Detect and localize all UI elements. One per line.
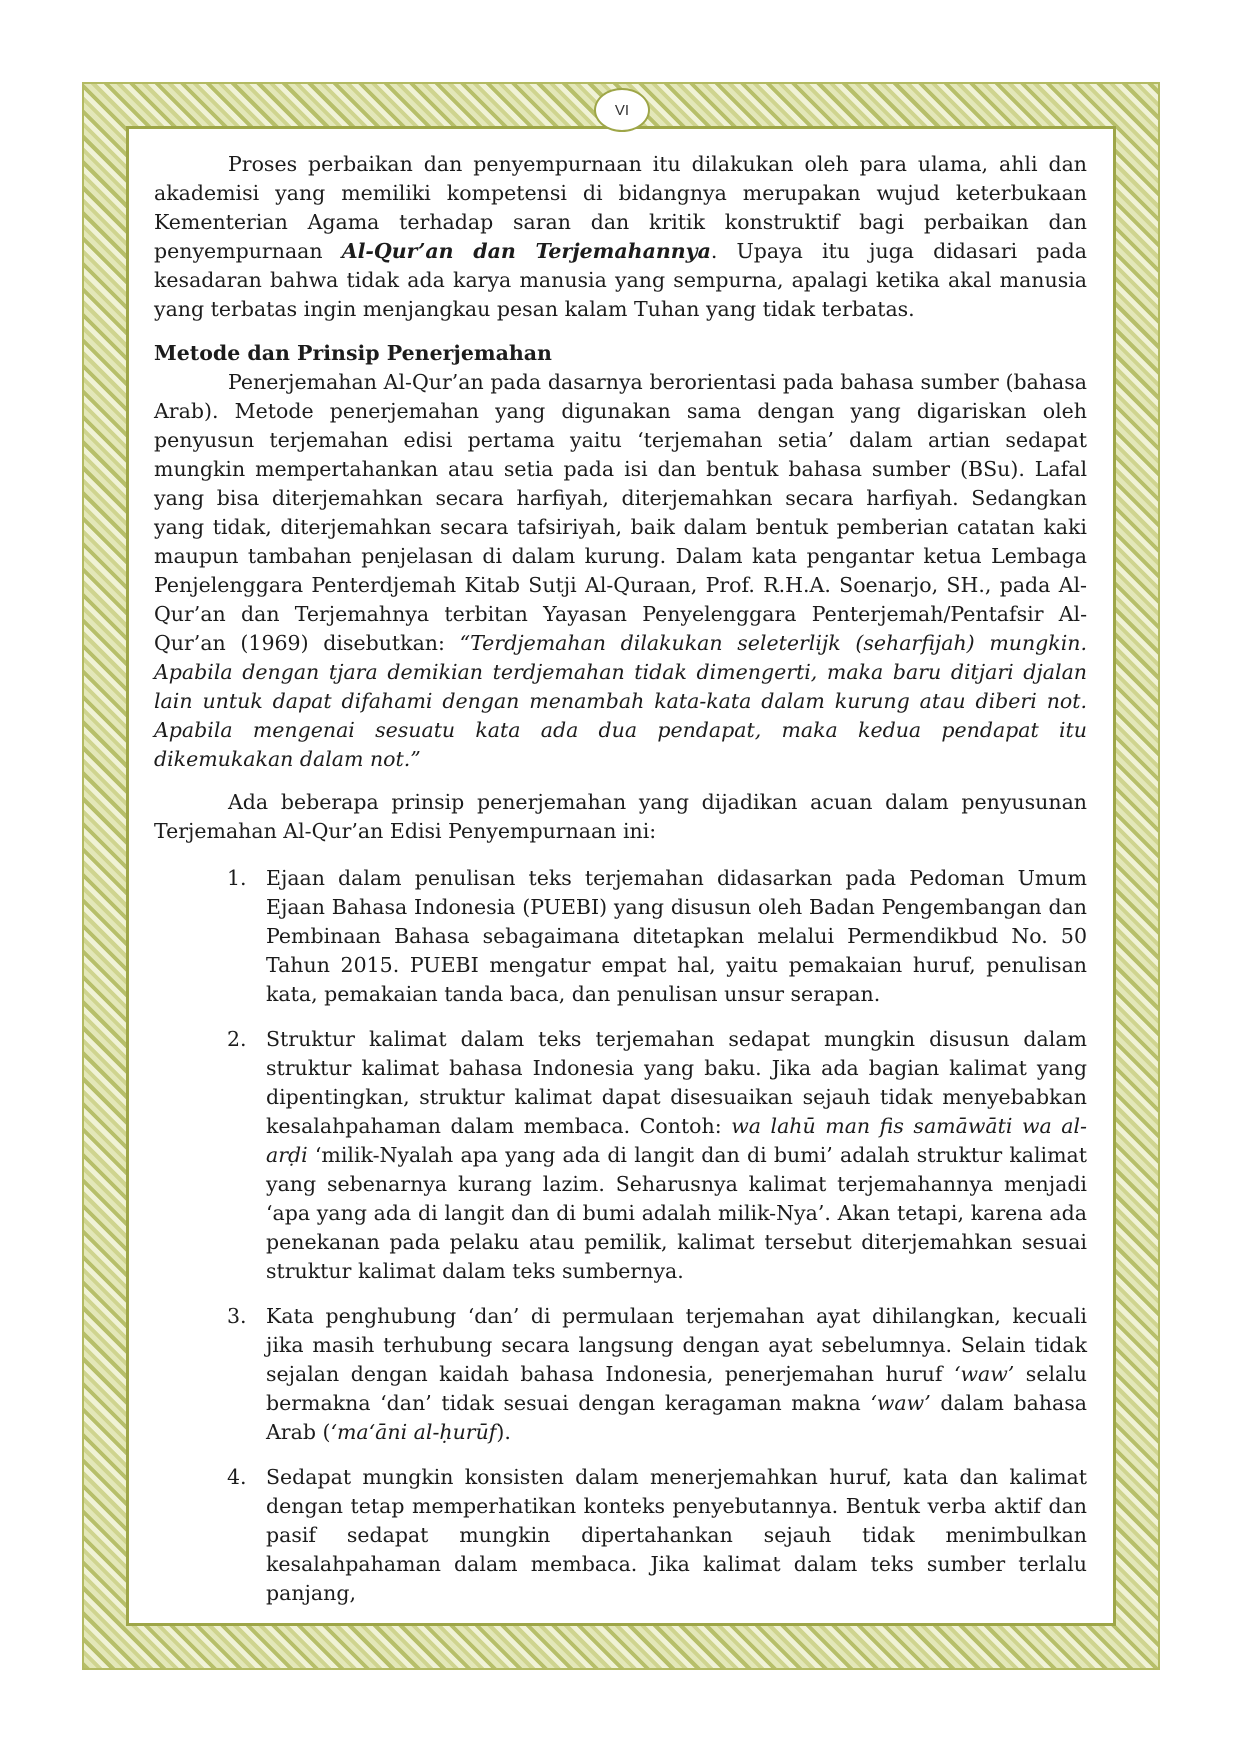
list-number: 2. (227, 1027, 247, 1051)
text-run: Proses perbaikan dan penyempurnaan itu dilakukan oleh para ulama, ahli dan akademisi yang memiliki kompetensi di bidangnya merupakan wujud keterbukaan Kementerian Agama terhadap saran dan kritik konstruktif bagi perbaikan dan penyempurnaan (154, 152, 1087, 263)
text-run: dalam bahasa Arab ( (266, 1391, 1087, 1444)
paragraph-method (154, 368, 1087, 774)
list-item (154, 1302, 1087, 1447)
paragraph-principles-intro: Ada beberapa prinsip penerjemahan yang dijadikan acuan dalam penyusunan Terjemahan Al-Qur’an Edisi Penyempurnaan ini: (154, 790, 1087, 843)
list-item (154, 864, 1087, 1009)
list-number: 4. (227, 1465, 247, 1489)
text-run: selalu bermakna ‘dan’ tidak sesuai dengan keragaman makna (266, 1362, 1087, 1415)
text-run: Kata penghubung ‘dan’ di permulaan terjemahan ayat dihilangkan, kecuali jika masih terhubung secara langsung dengan ayat sebelumnya. Selain tidak sejalan dengan kaidah bahasa Indonesia, penerjemahan huruf (266, 1304, 1087, 1386)
list-item (154, 1025, 1087, 1286)
page-number: VI (594, 88, 650, 132)
text-run: ‘milik-Nyalah apa yang ada di langit dan di bumi’ adalah struktur kalimat yang sebenarnya kurang lazim. Seharusnya kalimat terjemahannya menjadi ‘apa yang ada di langit dan di bumi adalah milik-Nya’. Akan tetapi, karena ada penekanan pada pelaku atau pemilik, kalimat tersebut diterjemahkan sesuai struktur kalimat dalam teks sumbernya. (266, 1143, 1087, 1283)
text-run: . Upaya itu juga didasari pada kesadaran bahwa tidak ada karya manusia yang sempurna, apalagi ketika akal manusia yang terbatas ingin menjangkau pesan kalam Tuhan yang tidak terbatas. (154, 239, 1087, 321)
page-body (154, 150, 1087, 1624)
quotation: “Terdjemahan dilakukan seleterlijk (seharfijah) mungkin. Apabila dengan tjara demikian terdjemahan tidak dimengerti, maka baru ditjari djalan lain untuk dapat difahami dengan menambah kata-kata dalam kurung atau diberi not. Apabila mengenai sesuatu kata ada dua pendapat, maka kedua pendapat itu dikemukakan dalam not.” (154, 631, 1087, 771)
arabic-term: ‘ma‘āni al-ḥurūf (330, 1420, 497, 1444)
book-title: Al-Qur’an dan Terjemahannya (341, 239, 711, 263)
text-run: ). (496, 1420, 511, 1444)
arabic-term: ‘waw’ (953, 1362, 1015, 1386)
list-item-text: Ejaan dalam penulisan teks terjemahan didasarkan pada Pedoman Umum Ejaan Bahasa Indonesia (PUEBI) yang disusun oleh Badan Pengembangan dan Pembinaan Bahasa sebagaimana ditetapkan melalui Permendikbud No. 50 Tahun 2015. PUEBI mengatur empat hal, yaitu pemakaian huruf, penulisan kata, pemakaian tanda baca, dan penulisan unsur serapan. (266, 866, 1087, 1006)
text-run: Penerjemahan Al-Qur’an pada dasarnya berorientasi pada bahasa sumber (bahasa Arab). Metode penerjemahan yang digunakan sama dengan yang digariskan oleh penyusun terjemahan edisi pertama yaitu ‘terjemahan setia’ dalam artian sedapat mungkin mempertahankan atau setia pada isi dan bentuk bahasa sumber (BSu). Lafal yang bisa diterjemahkan secara harfiyah, diterjemahkan secara harfiyah. Sedangkan yang tidak, diterjemahkan secara tafsiriyah, baik dalam bentuk pemberian catatan kaki maupun tambahan penjelasan di dalam kurung. Dalam kata pengantar ketua Lembaga Penjelenggara Penterdjemah Kitab Sutji Al-Quraan, Prof. R.H.A. Soenarjo, SH., pada Al-Qur’an dan Terjemahnya terbitan Yayasan Penyelenggara Penterjemah/Pentafsir Al-Qur’an (1969) disebutkan: (154, 370, 1087, 655)
arabic-transliteration: wa lahū man fis samāwāti wa al-arḍi (266, 1114, 1087, 1167)
list-item (154, 1463, 1087, 1608)
text-run: Struktur kalimat dalam teks terjemahan sedapat mungkin disusun dalam struktur kalimat bahasa Indonesia yang baku. Jika ada bagian kalimat yang dipentingkan, struktur kalimat dapat disesuaikan sejauh tidak menyebabkan kesalahpahaman dalam membaca. Contoh: (266, 1027, 1087, 1138)
paragraph-intro (154, 150, 1087, 324)
principles-list (154, 864, 1087, 1608)
arabic-term: ‘waw’ (870, 1391, 931, 1415)
section-heading: Metode dan Prinsip Penerjemahan (154, 341, 552, 365)
list-number: 3. (227, 1304, 247, 1328)
list-item-text: Sedapat mungkin konsisten dalam menerjemahkan huruf, kata dan kalimat dengan tetap memperhatikan konteks penyebutannya. Bentuk verba aktif dan pasif sedapat mungkin dipertahankan sejauh tidak menimbulkan kesalahpahaman dalam membaca. Jika kalimat dalam teks sumber terlalu panjang, (266, 1465, 1087, 1605)
list-number: 1. (227, 866, 247, 890)
